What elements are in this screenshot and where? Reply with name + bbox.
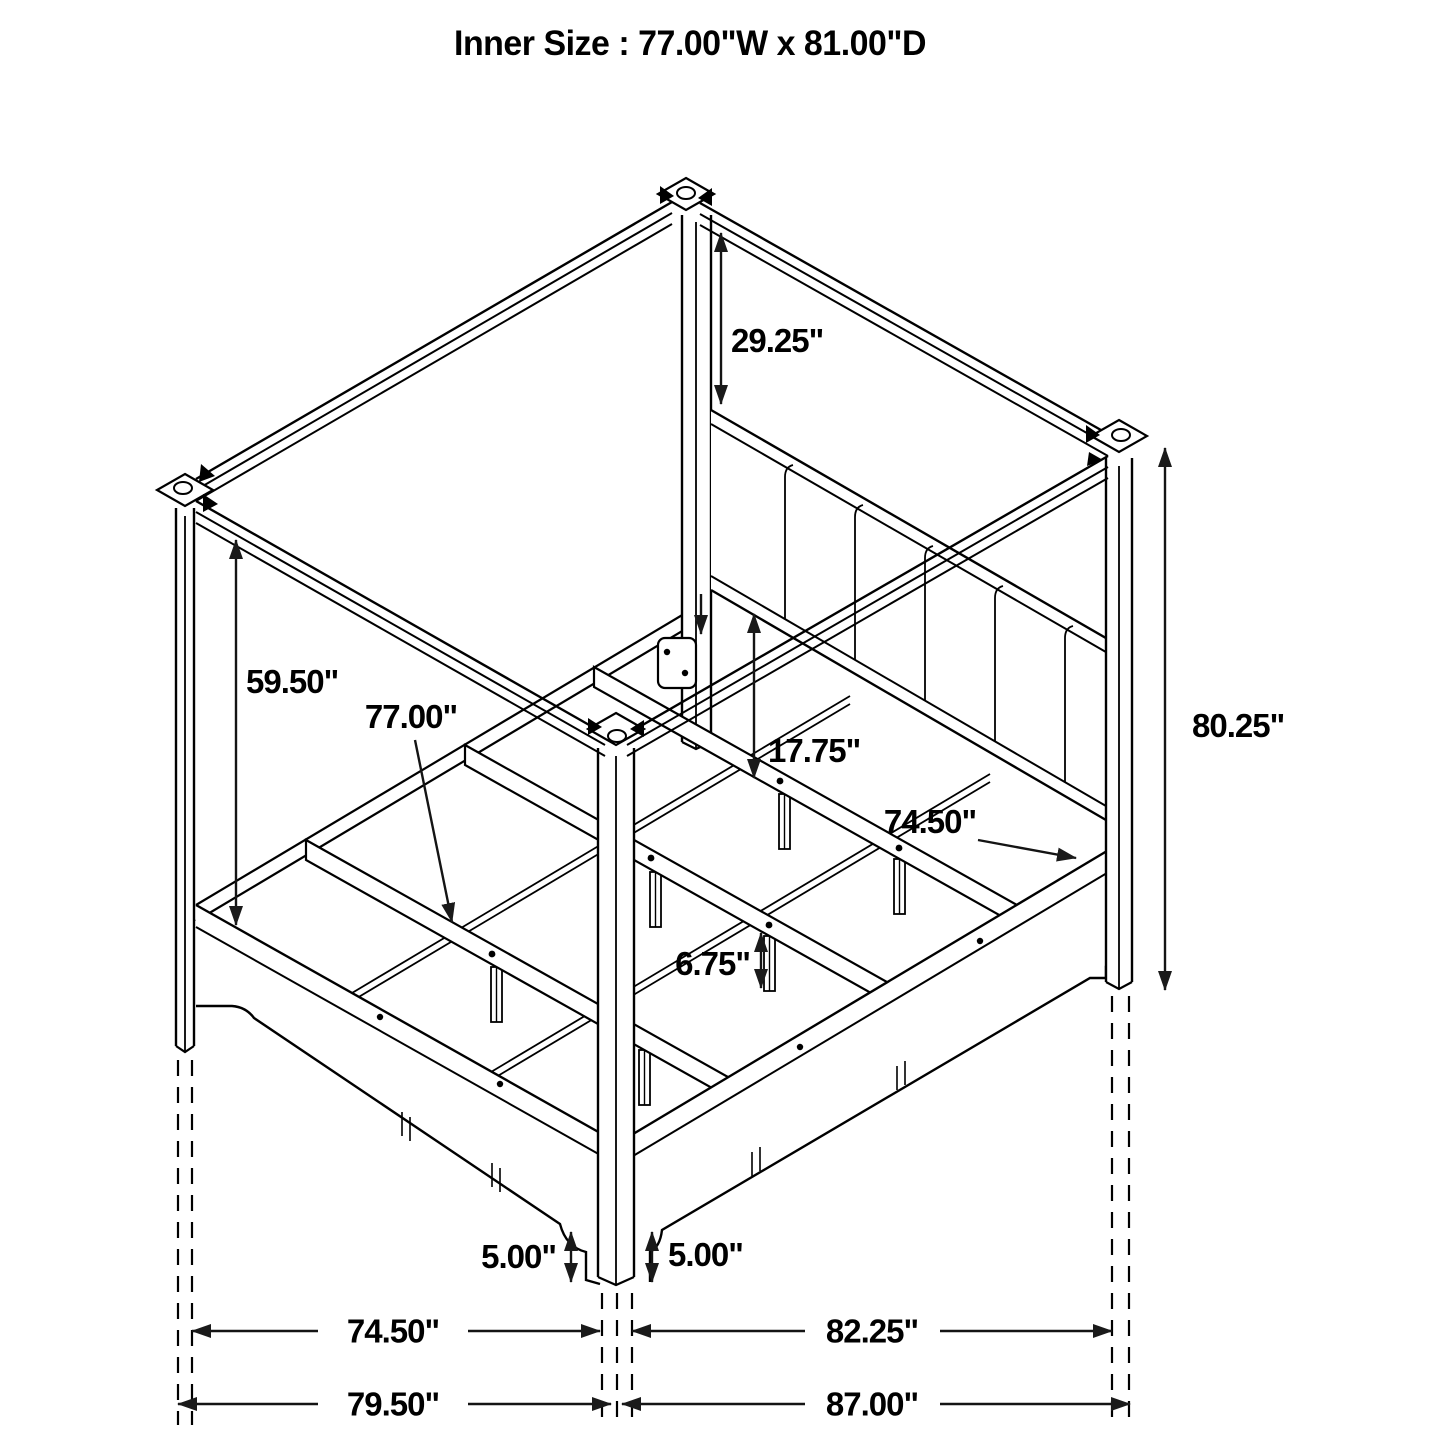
dim-width-outer: 79.50"	[346, 1385, 440, 1423]
dim-canopy-clearance: 59.50"	[246, 663, 339, 700]
dim-depth-inner: 82.25"	[825, 1312, 919, 1350]
dim-side-rail-length: 74.50"	[883, 803, 977, 840]
footboard	[196, 905, 618, 1284]
dim-slat-length: 77.00"	[364, 698, 458, 735]
headboard-bracket	[658, 638, 696, 688]
canopy-corner-left	[157, 464, 218, 512]
left-post	[176, 508, 194, 1052]
dim-width-inner: 74.50"	[346, 1312, 440, 1350]
back-post	[658, 215, 711, 749]
right-post	[1106, 458, 1132, 989]
dim-canopy-to-headboard: 29.25"	[731, 322, 824, 359]
dim-leg-height: 6.75"	[675, 945, 750, 982]
dim-overall-height: 80.25"	[1192, 707, 1285, 744]
dim-side-rail-height: 5.00"	[668, 1236, 743, 1273]
dim-footboard-height: 5.00"	[481, 1238, 556, 1275]
dim-depth-outer: 87.00"	[825, 1385, 919, 1423]
page-title: Inner Size : 77.00"W x 81.00"D	[454, 24, 926, 63]
dim-headboard-to-slat: 17.75"	[768, 732, 861, 769]
front-post	[598, 748, 634, 1285]
